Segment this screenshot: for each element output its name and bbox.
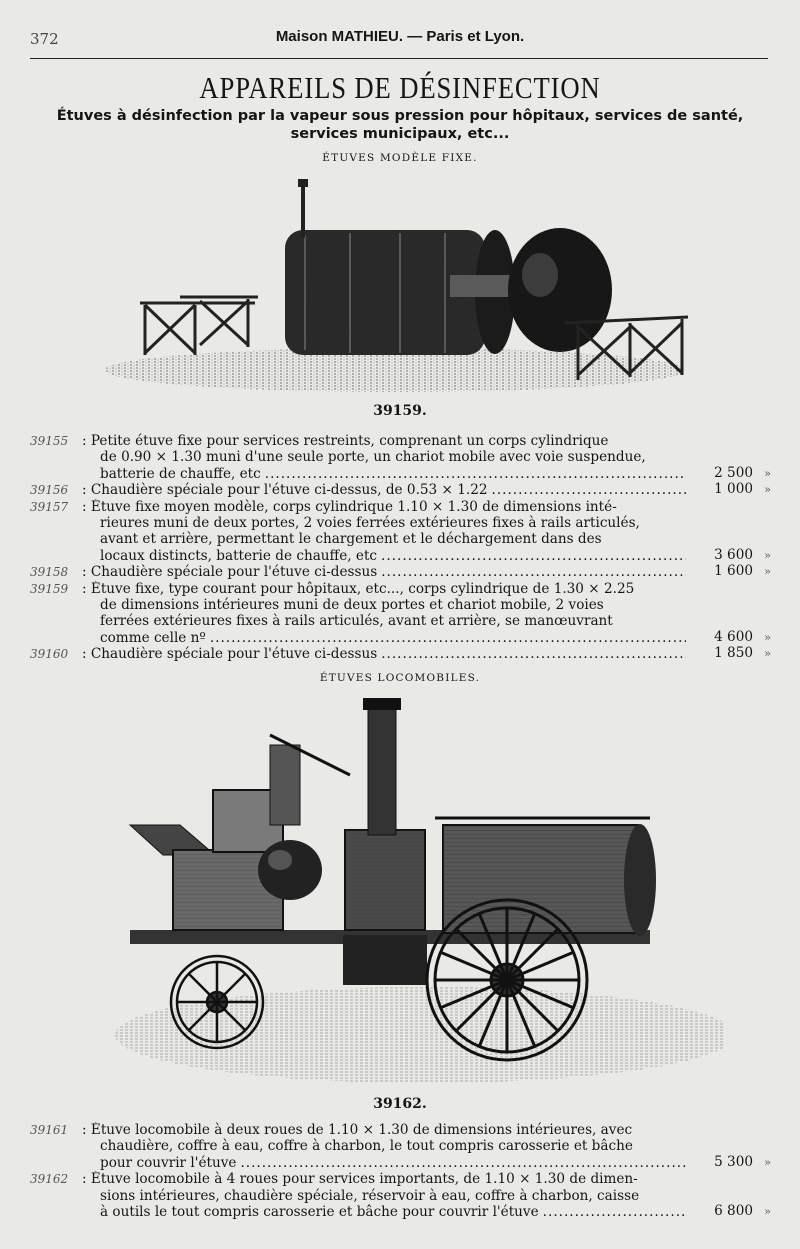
price-amount: 6 800: [714, 1203, 753, 1220]
leader-dots: [265, 466, 686, 482]
section-title-fixed: ÉTUVES MODÈLE FIXE.: [322, 152, 478, 164]
catalog-entry: [30, 564, 775, 580]
entry-price: [695, 465, 775, 482]
price-mark: »: [764, 548, 771, 562]
leader-dots: [492, 482, 687, 498]
running-title: Maison MATHIEU. — Paris et Lyon.: [275, 28, 525, 45]
entry-line: : Étuve locomobile à deux roues de 1.10 × 1.30 de dimensions intérieures, avec: [82, 1122, 633, 1138]
price-amount: 1 000: [714, 481, 753, 498]
section-title-locomobile: ÉTUVES LOCOMOBILES.: [319, 672, 481, 684]
running-head: [30, 26, 770, 50]
catalog-entry: [30, 499, 775, 565]
price-mark: »: [764, 565, 771, 579]
entry-description: [82, 499, 690, 565]
leader-dots: [381, 548, 686, 564]
entry-last-line: à outils le tout compris carosserie et bâche pour couvrir l'étuve: [100, 1204, 539, 1221]
entry-description: [82, 1122, 690, 1171]
entry-price: [695, 629, 775, 646]
price-amount: 4 600: [714, 628, 753, 645]
entry-description: [82, 433, 690, 482]
entries-locomobile: [30, 1122, 775, 1220]
page-title: APPAREILS DE DÉSINFECTION: [199, 70, 601, 105]
price-mark: »: [764, 1205, 771, 1219]
figure-caption-39162: 39162.: [373, 1096, 427, 1112]
subtitle-line-1: Étuves à désinfection par la vapeur sous pression pour hôpitaux, services de santé,: [56, 108, 744, 124]
entry-line: sions intérieures, chaudière spéciale, réservoir à eau, coffre à charbon, caisse: [100, 1187, 640, 1204]
entry-line: : Étuve fixe moyen modèle, corps cylindrique 1.10 × 1.30 de dimensions inté-: [82, 498, 617, 515]
entry-description: [82, 1171, 690, 1220]
entry-ref: 39155: [30, 434, 69, 448]
catalog-entry: [30, 581, 775, 647]
subtitle-line-2: services municipaux, etc...: [290, 126, 510, 142]
page-subtitle: [50, 107, 750, 143]
figure-fixed-disinfector-illustration: [100, 175, 700, 397]
catalog-entry: [30, 482, 775, 498]
entry-ref: 39157: [30, 499, 69, 514]
entry-price: [695, 563, 775, 580]
price-mark: »: [764, 647, 771, 661]
entry-ref: 39159: [30, 581, 69, 596]
price-mark: »: [764, 630, 771, 644]
entry-description: [82, 564, 690, 580]
entry-line: : Étuve locomobile à 4 roues pour services importants, de 1.10 × 1.30 de dimen-: [82, 1171, 638, 1188]
catalog-entry: [30, 646, 775, 662]
price-amount: 1 600: [714, 563, 753, 580]
entry-last-line: : Chaudière spéciale pour l'étuve ci-dessus: [82, 564, 378, 581]
entry-last-line: batterie de chauffe, etc: [100, 465, 261, 482]
catalog-entry: [30, 1122, 775, 1171]
price-amount: 2 500: [714, 464, 753, 481]
leader-dots: [240, 1155, 686, 1171]
entry-ref: 39161: [30, 1123, 69, 1137]
entry-line: : Petite étuve fixe pour services restreints, comprenant un corps cylindrique: [82, 433, 609, 449]
entries-fixed: [30, 433, 775, 663]
front-wheel: [171, 956, 263, 1048]
entry-last-line: : Chaudière spéciale pour l'étuve ci-dessus: [82, 646, 378, 663]
entry-price: [695, 1203, 775, 1220]
entry-last-line: locaux distincts, batterie de chauffe, etc: [100, 547, 378, 564]
price-amount: 3 600: [714, 546, 753, 563]
page-number: 372: [30, 30, 59, 48]
entry-line: de dimensions intérieures muni de deux portes et chariot mobile, 2 voies: [100, 597, 604, 614]
entry-line: rieures muni de deux portes, 2 voies ferrées extérieures fixes à rails articulés,: [100, 515, 640, 532]
entry-line: : Étuve fixe, type courant pour hôpitaux, etc..., corps cylindrique de 1.30 × 2.25: [82, 580, 635, 597]
entry-line: de 0.90 × 1.30 muni d'une seule porte, un chariot mobile avec voie suspendue,: [100, 449, 646, 466]
entry-description: [82, 581, 690, 647]
rear-wheel: [427, 900, 587, 1060]
entry-price: [695, 645, 775, 662]
price-mark: »: [764, 483, 771, 497]
entry-description: [82, 482, 690, 498]
price-amount: 1 850: [714, 645, 753, 662]
entry-line: chaudière, coffre à eau, coffre à charbon, le tout compris carosserie et bâche: [100, 1138, 633, 1155]
price-mark: »: [764, 466, 771, 480]
header-rule: [30, 58, 768, 59]
entry-last-line: : Chaudière spéciale pour l'étuve ci-dessus, de 0.53 × 1.22: [82, 482, 488, 499]
leader-dots: [381, 564, 686, 580]
leader-dots: [543, 1204, 686, 1220]
entry-last-line: pour couvrir l'étuve: [100, 1154, 237, 1171]
leader-dots: [210, 630, 686, 646]
entry-description: [82, 646, 690, 662]
price-amount: 5 300: [714, 1153, 753, 1170]
figure-caption-39159: 39159.: [373, 403, 427, 419]
entry-line: ferrées extérieures fixes à rails articulés, avant et arrière, se manœuvrant: [100, 613, 613, 630]
entry-ref: 39156: [30, 483, 69, 498]
entry-ref: 39158: [30, 565, 69, 580]
leader-dots: [381, 646, 686, 662]
entry-line: avant et arrière, permettant le chargement et le déchargement dans des: [100, 531, 602, 548]
catalog-entry: [30, 1171, 775, 1220]
entry-last-line: comme celle nº: [100, 629, 206, 646]
entry-price: [695, 547, 775, 564]
entry-ref: 39160: [30, 647, 69, 662]
figure-locomobile-disinfector-illustration: [85, 690, 725, 1090]
price-mark: »: [764, 1155, 771, 1169]
entry-price: [695, 1154, 775, 1171]
catalog-entry: [30, 433, 775, 482]
entry-ref: 39162: [30, 1172, 69, 1187]
entry-price: [695, 481, 775, 498]
